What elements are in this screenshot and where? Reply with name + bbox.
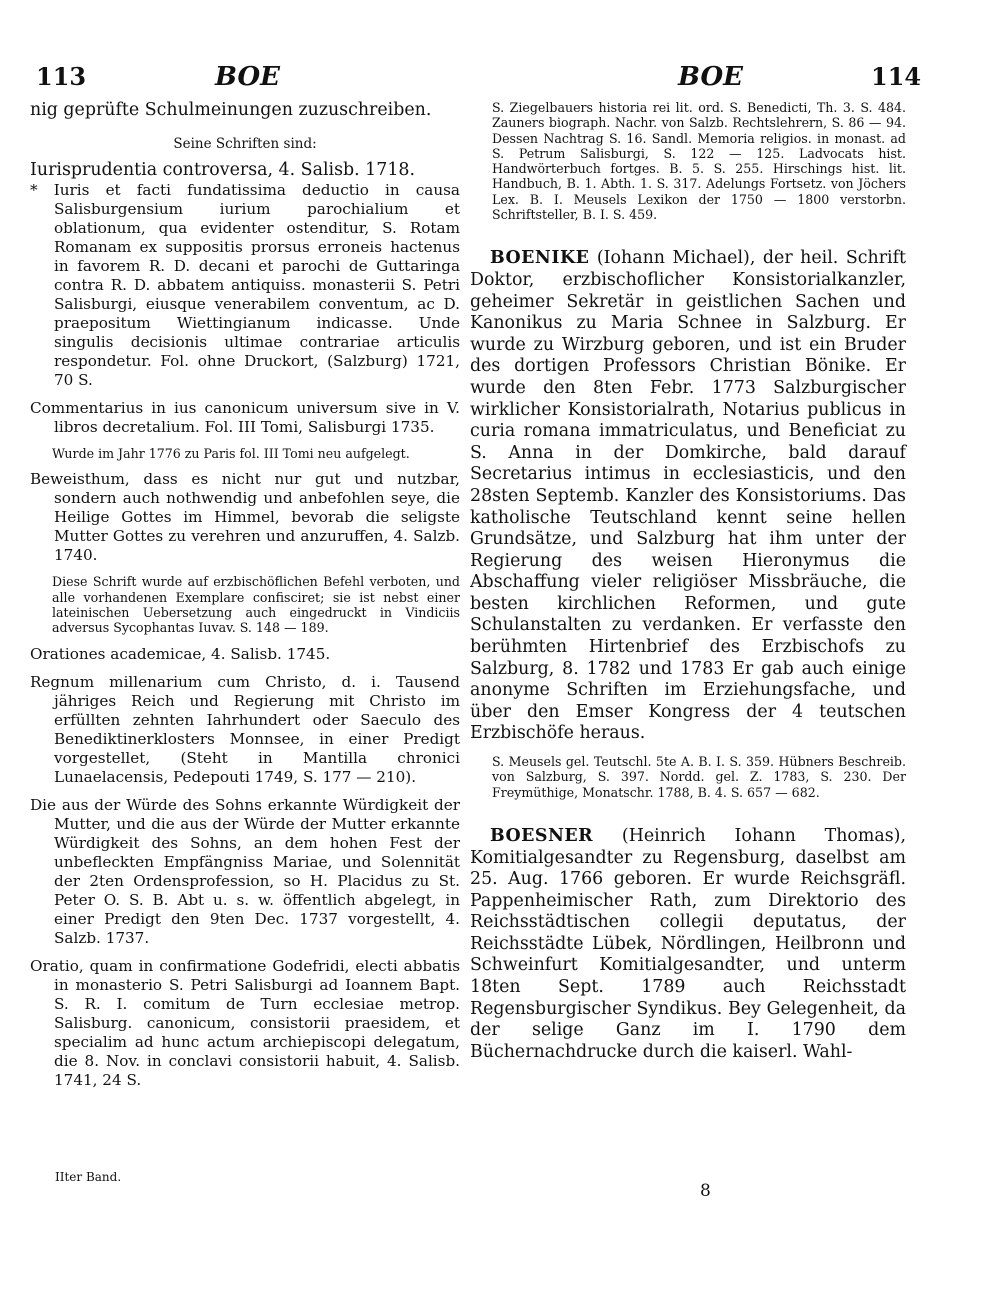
entry-body: Komitialgesandter zu Regensburg, daselbst am 25. Aug. 1766 geboren. Er wurde Reichsgräfl. Pappenheimischer Rath, zum Direktorio des Reichsstädtischen collegii deputatus, der Reichsstädte Lübek, Nördlingen, Heilbronn und Schweinfurt Komitialgesandter, und unterm 18ten Sept. 1789 auch Reichsstadt Regensburgischer Syndikus. Bey Gelegenheit, da der selige Ganz im I. 1790 dem Büchernachdrucke durch die kaiserl. Wahl- <box>470 847 906 1062</box>
right-column <box>470 100 906 1063</box>
entry-boenike <box>470 248 906 745</box>
work-entry: Beweisthum, dass es nicht nur gut und nutzbar, sondern auch nothwendig und anbefohlen seye, die Heilige Gottes im Himmel, bevorab die seligste Mutter Gottes zu verehren und anzuruffen, 4. Salzb. 1740. <box>30 470 460 565</box>
page-number-right: 114 <box>871 62 922 91</box>
entry-name: BOESNER <box>490 825 594 846</box>
intro-text: nig geprüfte Schulmeinungen zuzuschreiben. <box>30 100 432 120</box>
entry-boesner <box>470 826 906 1064</box>
work-note: Wurde im Jahr 1776 zu Paris fol. III Tomi neu aufgelegt. <box>52 446 410 462</box>
running-head-left: BOE <box>215 62 280 92</box>
work-entry: Die aus der Würde des Sohns erkannte Würdigkeit der Mutter, und die aus der Würde der Mutter erkannte Würdigkeit des Sohns, an dem hohen Fest der unbefleckten Empfängniss Mariae, und Solennität der 2ten Ordensprofession, so H. Placidus zu St. Peter O. S. B. Abt u. s. w. öffentlich abgelegt, in einer Predigt den 9ten Dec. 1737 vorgestellt, 4. Salzb. 1737. <box>30 795 460 947</box>
left-column <box>30 100 460 1090</box>
entry-name: BOENIKE <box>490 248 590 269</box>
volume-label: IIter Band. <box>55 1170 122 1184</box>
work-note: Diese Schrift wurde auf erzbischöflichen Befehl verboten, und alle vorhandenen Exemplare confisciret; sie ist nebst einer lateinischen Uebersetzung auch eingedruckt in Vindiciis adversus Sycophantas Iuvav. S. 148 — 189. <box>52 574 460 636</box>
entry-body: der heil. Schrift Doktor, erzbischoflicher Konsistorialkanzler, geheimer Sekretär in geistlichen Sachen und Kanonikus zu Maria Schnee in Salzburg. Er wurde zu Wirzburg geboren, und ist ein Bruder des dortigen Professors Christian Bönike. Er wurde den 8ten Febr. 1773 Salzburgischer wirklicher Konsistorialrath, Notarius publicus in curia romana immatriculatus, und Beneficiat zu S. Anna in der Domkirche, bald darauf Secretarius intimus in ecclesiasticis, und den 28sten Septemb. Kanzler des Konsistoriums. Das katholische Teutschland kennt seine hellen Grundsätze, und Salzburg hat ihm unter der Regierung des weisen Hieronymus die Abschaffung vieler religiöser Missbräuche, die besten kirchlichen Reformen, und gute Schulanstalten zu verdanken. Er verfasste den berühmten Hirtenbrief des Erzbischofs zu Salzburg, 8. 1782 und 1783 Er gab auch einige anonyme Schriften im Erziehungsfache, und über den Emser Kongress der 4 teutschen Erzbischöfe heraus. <box>470 248 907 744</box>
works-heading: Seine Schriften sind: <box>173 135 317 152</box>
work-entry: Regnum millenarium cum Christo, d. i. Tausend jähriges Reich und Regierung mit Christo im erfüllten zehnten Iahrhundert oder Saeculo des Benediktinerklosters Monnsee, in einer Predigt vorgestellet, (Steht in Mantilla chronici Lunaelacensis, Pedepouti 1749, S. 177 — 210). <box>30 672 460 786</box>
work-entry: Commentarius in ius canonicum universum sive in V. libros decretalium. Fol. III Tomi, Salisburgi 1735. <box>30 399 460 437</box>
work-entry: Oratio, quam in confirmatione Godefridi, electi abbatis in monasterio S. Petri Salisburgi ad Ioannem Bapt. S. R. I. comitum de Turn ecclesiae metrop. Salisburg. canonicum, consistorii praesidem, et specialim ad hunc actum archiepiscopi delegatum, die 8. Nov. in conclavi consistorii habuit, 4. Salisb. 1741, 24 S. <box>30 956 460 1089</box>
page-number-left: 113 <box>36 62 87 91</box>
entry-given-names: (Heinrich Iohann Thomas), <box>621 825 906 846</box>
signature-mark: 8 <box>700 1181 711 1201</box>
work-entry: Iurisprudentia controversa, 4. Salisb. 1718. <box>30 159 415 180</box>
entry-given-names: (Iohann Michael), <box>596 248 756 269</box>
work-entry: * Iuris et facti fundatissima deductio in causa Salisburgensium iurium parochialium et oblationum, qua evidenter ostenditur, S. Rotam Romanam ex suppositis prorsus erroneis hactenus in favorem R. D. decani et parochi de Guttaringa contra R. D. abbatem antiquiss. monasterii S. Petri Salisburgi, eiusque venerabilem conventum, ac D. praepositum Wiettingianum indicasse. Unde singulis decisionis ultimae contrariae articulis respondetur. Fol. ohne Druckort, (Salzburg) 1721, 70 S. <box>30 181 460 390</box>
work-entry: Orationes academicae, 4. Salisb. 1745. <box>30 644 331 663</box>
references-block: S. Ziegelbauers historia rei lit. ord. S. Benedicti, Th. 3. S. 484. Zauners biograph. Nachr. von Salzb. Rechtslehrern, S. 86 — 94. Dessen Nachtrag S. 16. Sandl. Memoria religios. in monast. ad S. Petrum Salisburgi, S. 122 — 125. Ladvocats hist. Handwörterbuch fortges. B. 5. S. 255. Hirschings hist. lit. Handbuch, B. 1. Abth. 1. S. 317. Adelungs Fortsetz. von Jöchers Lex. B. I. Meusels Lexikon der 1750 — 1800 verstorbn. Schriftsteller, B. I. S. 459. <box>492 100 906 223</box>
references-block: S. Meusels gel. Teutschl. 5te A. B. I. S. 359. Hübners Beschreib. von Salzburg, S. 397. Nordd. gel. Z. 1783, S. 230. Der Freymüthige, Monatschr. 1788, B. 4. S. 657 — 682. <box>492 754 906 800</box>
running-head-right: BOE <box>678 62 743 92</box>
